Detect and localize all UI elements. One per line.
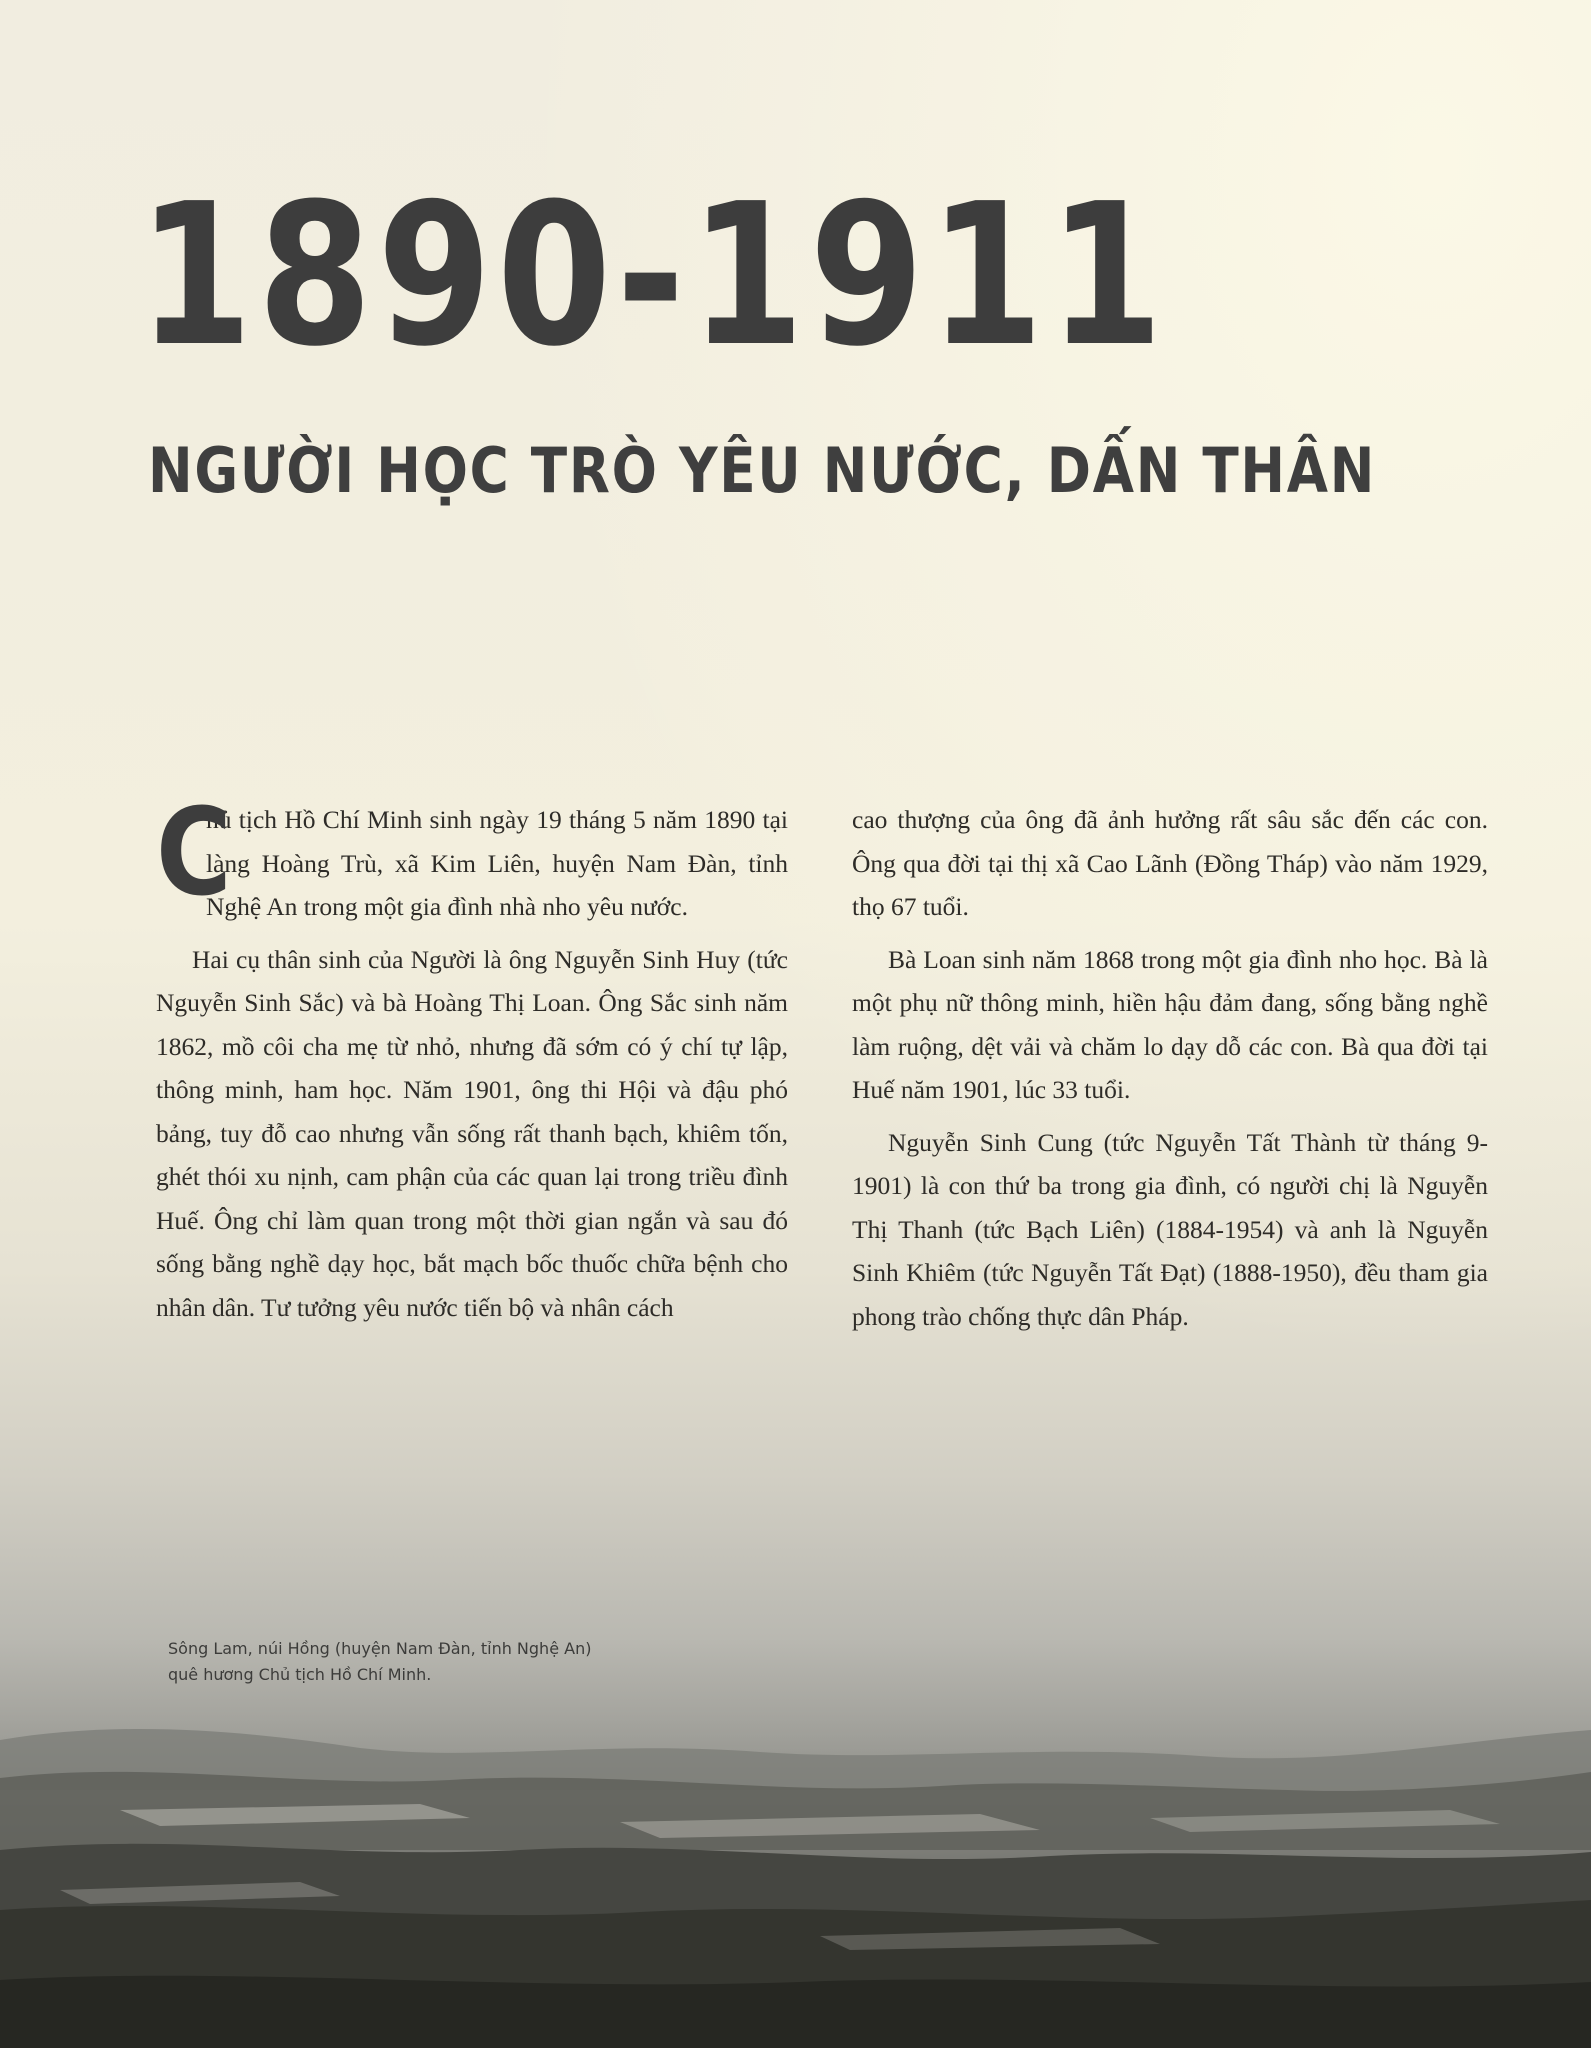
father-paragraph-continued: cao thượng của ông đã ảnh hưởng rất sâu sắc đến các con. Ông qua đời tại thị xã Cao Lãnh (Đồng Tháp) vào năm 1929, thọ 67 tuổi. bbox=[852, 805, 1488, 921]
siblings-paragraph: Nguyễn Sinh Cung (tức Nguyễn Tất Thành từ tháng 9-1901) là con thứ ba trong gia đình, có người chị là Nguyễn Thị Thanh (tức Bạch Liên) (1884-1954) và anh là Nguyễn Sinh Khiêm (tức Nguyễn Tất Đạt) (1888-1950), đều tham gia phong trào chống thực dân Pháp. bbox=[852, 1127, 1488, 1331]
parents-paragraph: Hai cụ thân sinh của Người là ông Nguyễn Sinh Huy (tức Nguyễn Sinh Sắc) và bà Hoàng Thị Loan. Ông Sắc sinh năm 1862, mồ côi cha mẹ từ nhỏ, nhưng đã sớm có ý chí tự lập, thông minh, ham học. Năm 1901, ông thi Hội và đậu phó bảng, tuy đỗ cao nhưng vẫn sống rất thanh bạch, khiêm tốn, ghét thói xu nịnh, cam phận của các quan lại trong triều đình Huế. Ông chỉ làm quan trong một thời gian ngắn và sau đó sống bằng nghề dạy học, bắt mạch bốc thuốc chữa bệnh cho nhân dân. Tư tưởng yêu nước tiến bộ và nhân cách bbox=[156, 944, 788, 1322]
photo-caption bbox=[168, 1636, 591, 1688]
left-text-column bbox=[156, 784, 788, 1338]
intro-paragraph bbox=[156, 784, 788, 929]
right-text-column bbox=[852, 798, 1488, 1347]
landscape-illustration bbox=[0, 1700, 1591, 2048]
chapter-year-title: 1890-1911 bbox=[138, 162, 1169, 390]
drop-cap: C bbox=[156, 784, 232, 923]
caption-line-1: Sông Lam, núi Hồng (huyện Nam Đàn, tỉnh Nghệ An) bbox=[168, 1639, 592, 1658]
chapter-subtitle: NGƯỜI HỌC TRÒ YÊU NƯỚC, DẤN THÂN bbox=[148, 434, 1377, 507]
mother-paragraph: Bà Loan sinh năm 1868 trong một gia đình nho học. Bà là một phụ nữ thông minh, hiền hậu đảm đang, sống bằng nghề làm ruộng, dệt vải và chăm lo dạy dỗ các con. Bà qua đời tại Huế năm 1901, lúc 33 tuổi. bbox=[852, 944, 1488, 1104]
intro-paragraph-text: hủ tịch Hồ Chí Minh sinh ngày 19 tháng 5 năm 1890 tại làng Hoàng Trù, xã Kim Liên, huyện Nam Đàn, tỉnh Nghệ An trong một gia đình nhà nho yêu nước. bbox=[206, 805, 788, 921]
caption-line-2: quê hương Chủ tịch Hồ Chí Minh. bbox=[168, 1665, 432, 1684]
landscape-photo bbox=[0, 1700, 1591, 2048]
